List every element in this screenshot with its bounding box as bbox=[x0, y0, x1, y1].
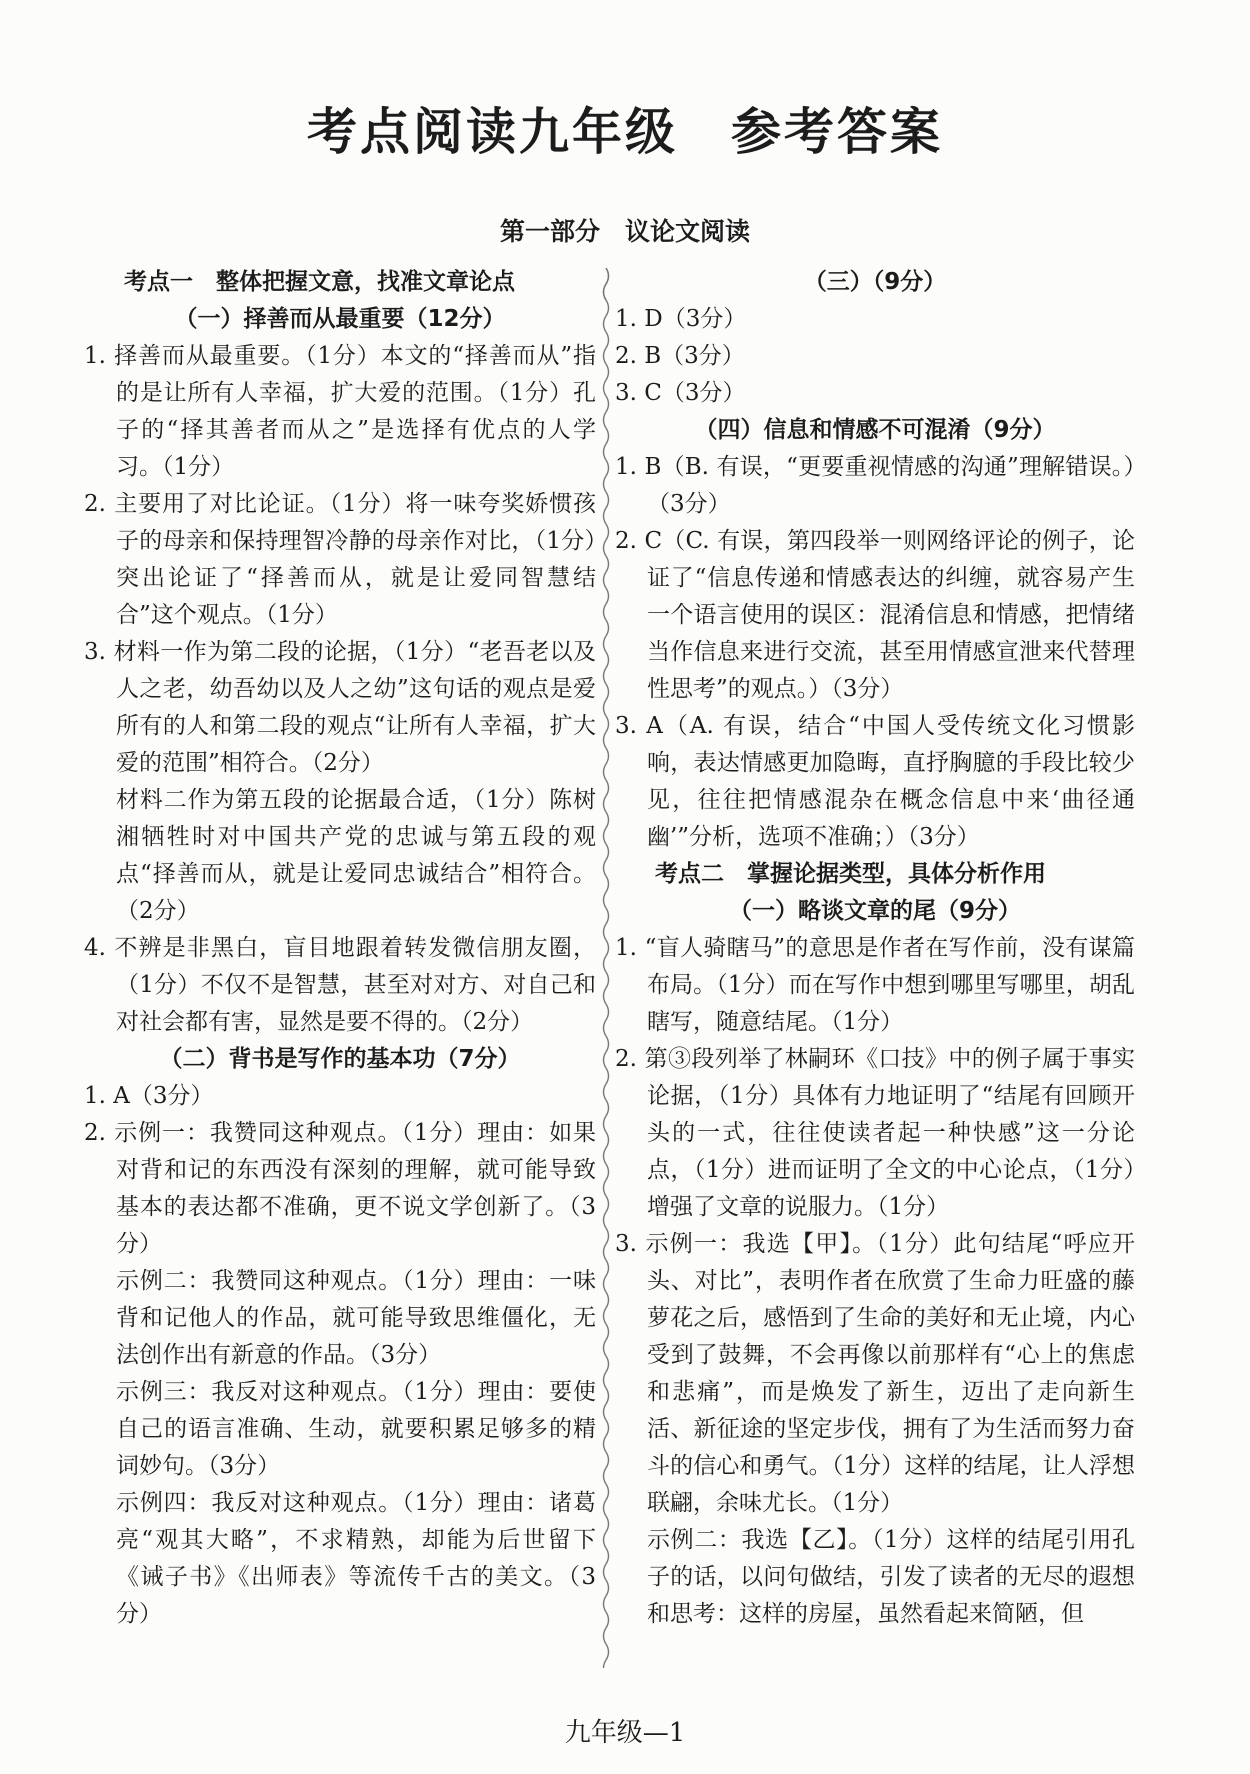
answer-item: 3. C（3分） bbox=[615, 380, 746, 406]
answer-item: 1. B（B. 有误，“更要重视情感的沟通”理解错误。）（3分） bbox=[615, 454, 1135, 517]
left-column bbox=[84, 264, 596, 1633]
answer-item: 4. 不辨是非黑白，盲目地跟着转发微信朋友圈，（1分）不仅不是智慧，甚至对对方、对自己和对社会都有害，显然是要不得的。（2分） bbox=[84, 935, 596, 1035]
answer-item: 3. 材料一作为第二段的论据，（1分）“老吾老以及人之老，幼吾幼以及人之幼”这句话的观点是爱所有的人和第二段的观点“让所有人幸福，扩大爱的范围”相符合。（2分） bbox=[84, 639, 596, 776]
part-title: 第一部分 议论文阅读 bbox=[499, 217, 750, 246]
answer-item: 1. “盲人骑瞎马”的意思是作者在写作前，没有谋篇布局。（1分）而在写作中想到哪里写哪里，胡乱瞎写，随意结尾。（1分） bbox=[615, 935, 1135, 1035]
subsection-heading: （三）（9分） bbox=[803, 269, 947, 295]
answer-item: 1. A（3分） bbox=[84, 1083, 214, 1109]
answer-item: 3. 示例一：我选【甲】。（1分）此句结尾“呼应开头、对比”，表明作者在欣赏了生命力旺盛的藤萝花之后，感悟到了生命的美好和无止境，内心受到了鼓舞，不会再像以前那样有“心上的焦虑和悲痛”，而是焕发了新生，迈出了走向新生活、新征途的坚定步伐，拥有了为生活而努力奋斗的信心和勇气。（1分）这样的结尾，让人浮想联翩，余味尤长。（1分） bbox=[615, 1231, 1135, 1516]
answer-continuation: 示例二：我选【乙】。（1分）这样的结尾引用孔子的话，以问句做结，引发了读者的无尽的遐想和思考：这样的房屋，虽然看起来简陋，但 bbox=[647, 1527, 1135, 1627]
answer-item: 1. 择善而从最重要。（1分）本文的“择善而从”指的是让所有人幸福，扩大爱的范围。（1分）孔子的“择其善者而从之”是选择有优点的人学习。（1分） bbox=[84, 343, 596, 480]
answer-continuation: 材料二作为第五段的论据最合适，（1分）陈树湘牺牲时对中国共产党的忠诚与第五段的观点“择善而从，就是让爱同忠诚结合”相符合。（2分） bbox=[116, 787, 596, 924]
right-column bbox=[615, 264, 1135, 1633]
answer-continuation: 示例三：我反对这种观点。（1分）理由：要使自己的语言准确、生动，就要积累足够多的精词妙句。（3分） bbox=[116, 1379, 596, 1479]
answer-item: 2. 第③段列举了林嗣环《口技》中的例子属于事实论据，（1分）具体有力地证明了“结尾有回顾开头的一式，往往使读者起一种快感”这一分论点，（1分）进而证明了全文的中心论点，（1分）增强了文章的说服力。（1分） bbox=[615, 1046, 1135, 1220]
answer-item: 2. 主要用了对比论证。（1分）将一味夸奖娇惯孩子的母亲和保持理智冷静的母亲作对比，（1分）突出论证了“择善而从，就是让爱同智慧结合”这个观点。（1分） bbox=[84, 491, 596, 628]
answer-item: 2. B（3分） bbox=[615, 343, 745, 369]
subsection-heading: （二）背书是写作的基本功（7分） bbox=[159, 1046, 521, 1072]
answer-item: 2. C（C. 有误，第四段举一则网络评论的例子，论证了“信息传递和情感表达的纠缠，就容易产生一个语言使用的误区：混淆信息和情感，把情绪当作信息来进行交流，甚至用情感宣泄来代替理性思考”的观点。）（3分） bbox=[615, 528, 1135, 702]
subsection-heading: （一）略谈文章的尾（9分） bbox=[728, 898, 1021, 924]
column-divider bbox=[600, 268, 612, 1668]
section-heading: 考点一 整体把握文意，找准文章论点 bbox=[124, 269, 515, 295]
subsection-heading: （四）信息和情感不可混淆（9分） bbox=[694, 417, 1056, 443]
answer-item: 1. D（3分） bbox=[615, 306, 747, 332]
answer-item: 3. A（A. 有误，结合“中国人受传统文化习惯影响，表达情感更加隐晦，直抒胸臆的手段比较少见，往往把情感混杂在概念信息中来‘曲径通幽’”分析，选项不准确；）（3分） bbox=[615, 713, 1135, 850]
answer-item: 2. 示例一：我赞同这种观点。（1分）理由：如果对背和记的东西没有深刻的理解，就可能导致基本的表达都不准确，更不说文学创新了。（3分） bbox=[84, 1120, 596, 1257]
answer-continuation: 示例四：我反对这种观点。（1分）理由：诸葛亮“观其大略”，不求精熟，却能为后世留下《诫子书》《出师表》等流传千古的美文。（3分） bbox=[116, 1490, 596, 1627]
section-heading: 考点二 掌握论据类型，具体分析作用 bbox=[655, 861, 1046, 887]
page-title: 考点阅读九年级 参考答案 bbox=[307, 103, 943, 161]
page-footer: 九年级—1 bbox=[564, 1718, 686, 1748]
subsection-heading: （一）择善而从最重要（12分） bbox=[174, 306, 506, 332]
answer-continuation: 示例二：我赞同这种观点。（1分）理由：一味背和记他人的作品，就可能导致思维僵化，无法创作出有新意的作品。（3分） bbox=[116, 1268, 596, 1368]
